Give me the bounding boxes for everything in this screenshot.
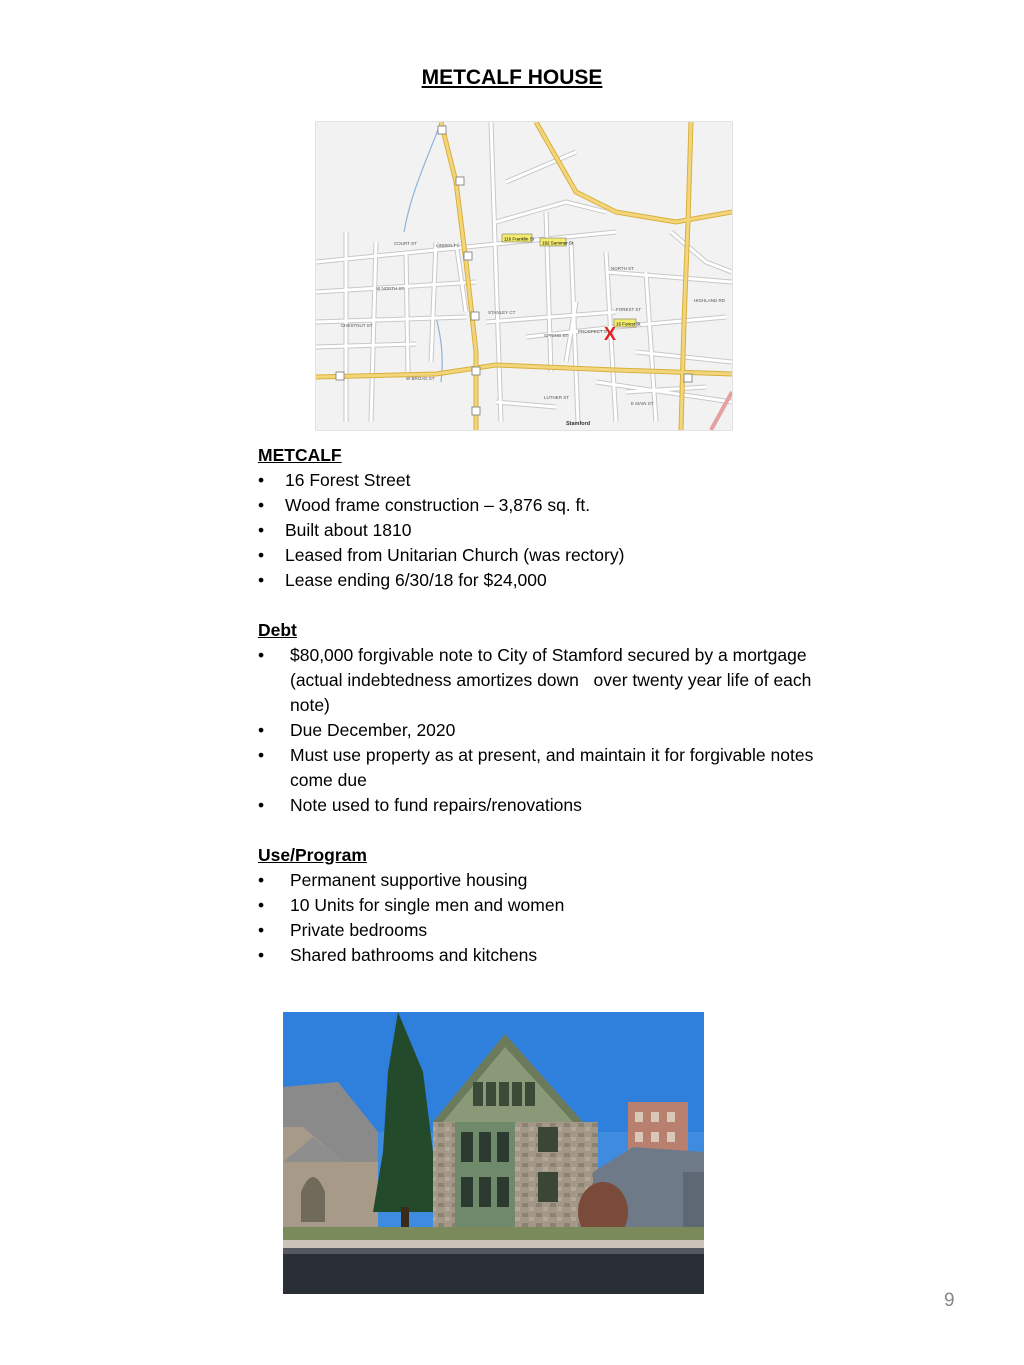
map-label: W NORTH ST xyxy=(376,286,405,291)
list-item xyxy=(258,643,826,718)
list-item-text: Leased from Unitarian Church (was rectory) xyxy=(285,545,625,565)
list-item xyxy=(258,718,826,743)
list-item xyxy=(258,468,838,493)
map-callout-label: 16 Forest St xyxy=(616,321,641,327)
map-label: CHESTNUT ST xyxy=(341,323,373,328)
list-item xyxy=(258,868,838,893)
list-item-text: Built about 1810 xyxy=(285,520,412,540)
bullet: • xyxy=(258,470,265,490)
list-item-text: $80,000 forgivable note to City of Stamford secured by a mortgage (actual indebtedness amortizes down over twenty year life of each note) xyxy=(290,645,817,715)
bullet: • xyxy=(258,645,265,665)
list-item-text: Due December, 2020 xyxy=(290,720,456,740)
map-callout-label: 192 Summer St xyxy=(542,240,574,246)
bullet: • xyxy=(258,545,265,565)
location-marker: X xyxy=(604,324,617,344)
bullet: • xyxy=(258,520,265,540)
list-item-text: Wood frame construction – 3,876 sq. ft. xyxy=(285,495,591,515)
list-item xyxy=(258,893,838,918)
street-map xyxy=(315,121,733,431)
list-item-text: Lease ending 6/30/18 for $24,000 xyxy=(285,570,547,590)
list-item xyxy=(258,918,838,943)
list-item xyxy=(258,543,838,568)
section-heading: Use/Program xyxy=(258,845,367,865)
bullet: • xyxy=(258,920,265,940)
page-number: 9 xyxy=(944,1290,955,1311)
list-item xyxy=(258,493,838,518)
use-program-section xyxy=(258,843,838,968)
bullet: • xyxy=(258,895,265,915)
map-label: LINDEN PL xyxy=(436,243,460,248)
map-label: NORTH ST xyxy=(611,266,634,271)
map-label: STANLEY CT xyxy=(488,310,516,315)
bullet: • xyxy=(258,945,265,965)
bullet: • xyxy=(258,870,265,890)
bullet: • xyxy=(258,570,265,590)
map-label: SPRING ST xyxy=(544,333,569,338)
list-item-text: 16 Forest Street xyxy=(285,470,411,490)
map-label-city: Stamford xyxy=(566,421,591,427)
map-label: COURT ST xyxy=(394,241,417,246)
bullet: • xyxy=(258,795,265,815)
list-item xyxy=(258,943,838,968)
list-item-text: Private bedrooms xyxy=(290,920,428,940)
metcalf-section xyxy=(258,443,838,593)
bullet: • xyxy=(258,495,265,515)
map-callout-label: 116 Franklin St xyxy=(504,236,534,242)
list-item-text: Shared bathrooms and kitchens xyxy=(290,945,538,965)
list-item xyxy=(258,743,826,793)
debt-section xyxy=(258,618,826,818)
map-label: FOREST ST xyxy=(616,307,642,312)
list-item-text: 10 Units for single men and women xyxy=(290,895,565,915)
list-item-text: Permanent supportive housing xyxy=(290,870,528,890)
list-item xyxy=(258,793,826,818)
page-title: METCALF HOUSE xyxy=(421,66,603,89)
map-label: HIGHLAND RD xyxy=(694,298,726,303)
section-heading: Debt xyxy=(258,620,297,640)
list-item xyxy=(258,568,838,593)
map-label: PROSPECT ST xyxy=(578,329,610,334)
house-photo xyxy=(283,1012,704,1294)
list-item-text: Must use property as at present, and maintain it for forgivable notes come due xyxy=(290,745,814,790)
map-label: LUTHER ST xyxy=(544,395,570,400)
map-label: W BROAD ST xyxy=(406,376,435,381)
section-heading: METCALF xyxy=(258,445,342,465)
bullet: • xyxy=(258,720,265,740)
list-item-text: Note used to fund repairs/renovations xyxy=(290,795,582,815)
map-label: E MAIN ST xyxy=(631,401,654,406)
list-item xyxy=(258,518,838,543)
bullet: • xyxy=(258,745,265,765)
